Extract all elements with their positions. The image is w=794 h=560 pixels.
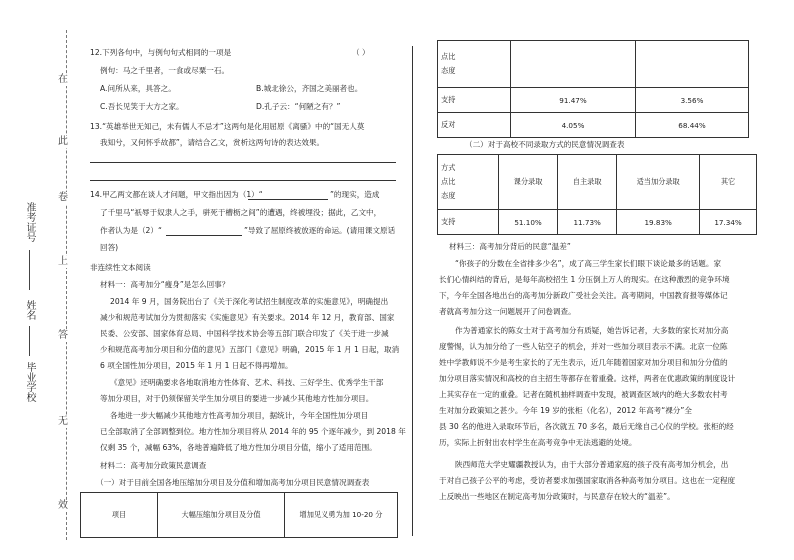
q13-line1: 13.“英雄举世无知己，未有儒人不忌才”这两句是化用屈原《离骚》中的“国无人莫 (90, 122, 365, 131)
q12-option-d: D.孔子云：“何陋之有？” (256, 102, 341, 111)
q12-option-c: C.吾长见笑于大方之家。 (100, 102, 184, 111)
material1-line: 2014 年 9 月，国务院出台了《关于深化考试招生制度改革的实施意见》，明确提出 (110, 297, 389, 306)
material3-line: 姓中学教师说不少是考生家长的了无生表示，近几年随着国家对加分项目和加分分值的 (439, 358, 728, 367)
answer-line[interactable] (90, 162, 396, 163)
seal-char: 上 (58, 256, 68, 267)
school-label: 毕业学校 (24, 362, 35, 402)
material3-line: 生对加分政策知之甚少。今年 19 岁的张柜（化名），2012 年高考“裸分”全 (439, 406, 692, 415)
material3-line: 于对自己孩子公平的考虑，受访者要求加强国家取消各种高考加分项目。这也在一定程度 (439, 476, 736, 485)
name-line (29, 326, 30, 356)
material1-line: 6 项全国性加分项目，2015 年 1 月 1 日起不得再增加。 (100, 361, 293, 370)
q14-blank-2[interactable] (166, 235, 242, 236)
material1-line: 减少和规范考试加分为贯彻落实《实施意见》有关要求。2014 年 12 月，教育部、国家 (100, 313, 395, 322)
q13-line2: 我知兮，又何怀乎故都”，请结合乙文，赏析这两句诗的表达效果。 (100, 138, 325, 147)
table2-cell: 51.10% (499, 210, 558, 235)
table1-header-cell: 大幅压缩加分项目及分值 (158, 493, 285, 538)
q12-stem: 12.下列各句中，与例句句式相同的一项是 (90, 48, 232, 57)
table1-cell (511, 41, 636, 88)
q12-answer-paren: （ ） (352, 48, 370, 57)
table2-caption: （二）对于高校不同录取方式的民意情况调查表 (465, 140, 625, 149)
table1-cell: 4.05% (511, 113, 636, 138)
q14-line4: 回答) (100, 243, 119, 252)
seal-char: 答 (58, 330, 68, 341)
q14-line3b: ”导致了屈原终被放逐的命运。(请用课文原话 (244, 226, 396, 235)
material1-line: 民委、公安部、国家体育总局、中国科学技术协会等五部门联合印发了《关于进一步减 (100, 329, 389, 338)
seal-char: 此 (58, 136, 68, 147)
q14-line1a: 14.甲乙两文都在谈人才问题，甲文指出因为（1）“ (90, 190, 263, 199)
table2-cell: 17.34% (700, 210, 757, 235)
table1-corner-cell: 点比 态度 (438, 41, 511, 88)
table1-cell: 91.47% (511, 88, 636, 113)
material3-line: 作为普通家长的陈女士对于高考加分有质疑，她告诉记者，大多数的家长对加分高 (455, 326, 729, 335)
exam-number-line (29, 250, 30, 290)
material3-line: 上其实存在一定的重叠。记者在随机抽样调查中发现，被调查区域内的绝大多数农村考 (439, 390, 728, 399)
material3-line: 下，今年全国各地出台的高考加分新政广受社会关注。高考期间，中国教育报等媒体记 (439, 291, 728, 300)
material3-line: 者就高考加分这一问题展开了问卷调查。 (439, 307, 576, 316)
seal-char: 在 (58, 74, 68, 85)
table1-row-label: 反对 (438, 113, 511, 138)
table1-continued (437, 40, 749, 138)
material1-line: 等加分项目，对于仍须保留关学生加分项目的要进一步减少其他地方性加分项目。 (100, 394, 374, 403)
seal-char: 无 (58, 416, 68, 427)
material3-line: 历，实际上折射出农村学生在高考竞争中无法逃避的处境。 (439, 438, 637, 447)
table1-cell: 3.56% (636, 88, 749, 113)
table1-caption: （一）对于目前全国各地压缩加分项目及分值和增加高考加分项目民意情况调查表 (96, 478, 370, 487)
table1-cell: 68.44% (636, 113, 749, 138)
table2-cell: 19.83% (617, 210, 700, 235)
table2-header-cell: 课分录取 (499, 155, 558, 210)
material2-title: 材料二：高考加分政策民意调查 (100, 461, 207, 470)
q12-option-a: A.问所从来，具答之。 (100, 84, 176, 93)
material3-title: 材料三：高考加分背后的民意“温差” (449, 242, 571, 251)
q14-line1b: ”的现实，造成 (330, 190, 380, 199)
q14-line3a: 作者认为是（2）“ (100, 226, 162, 235)
table2-header-cell: 自主录取 (558, 155, 617, 210)
table2-cell: 11.73% (558, 210, 617, 235)
material3-line: 陕西师范大学史耀疆教授认为，由于大部分普通家庭的孩子没有高考加分机会，出 (455, 460, 729, 469)
material1-line: 仅剩 35 个，减幅 63%，各地普遍降低了地方性加分项目分值，缩小了适用范围。 (100, 443, 377, 452)
table1-header-cell: 项目 (81, 493, 158, 538)
material3-line: 度警惕，认为加分给了一些人钻空子的机会，并对一些加分项目表示不满。北京一位陈 (439, 342, 728, 351)
seal-char: 效 (58, 500, 68, 511)
table2-corner-cell: 方式 点比 态度 (438, 155, 499, 210)
q14-blank-1[interactable] (248, 199, 328, 200)
material1-line: 已全部取消了全部调整到位。地方性加分项目将从 2014 年的 95 个逐年减少，到 2018 年 (100, 427, 406, 436)
table2-header-cell: 其它 (700, 155, 757, 210)
column-divider (412, 46, 413, 536)
material1-line: 少和规范高考加分项目和分值的意见》五部门《意见》明确，2015 年 1 月 1 日起，取消 (100, 345, 400, 354)
section-title: 非连续性文本阅读 (90, 263, 151, 272)
table2-header-cell: 适当加分录取 (617, 155, 700, 210)
table1-cell (636, 41, 749, 88)
material3-line: 上反映出一些地区在制定高考加分政策时，与民意存在较大的“温差”。 (439, 492, 675, 501)
q14-line2: 了千里马“祇辱于奴隶人之手，骈死于槽枥之间”的遭遇，终被埋没；据此，乙文中， (100, 208, 382, 217)
exam-number-label: 准考证号 (24, 202, 35, 242)
material1-line: 《意见》还明确要求各地取消地方性体育、艺术、科技、三好学生、优秀学生干部 (110, 378, 384, 387)
seal-char: 卷 (58, 192, 68, 203)
table1-row-label: 支持 (438, 88, 511, 113)
material1-line: 各地进一步大幅减少其他地方性高考加分项目，据统计，今年全国性加分项目 (110, 411, 369, 420)
table2 (437, 154, 757, 235)
material3-line: 长们心情纠结的背后，是每年高校招生 1 分压倒上万人的现实。在这种激烈的竞争环境 (439, 275, 730, 284)
seal-dashed-line (66, 30, 67, 540)
binding-margin (22, 0, 72, 560)
q12-example: 例句：马之千里者，一食或尽粟一石。 (100, 66, 230, 75)
material3-line: “你孩子的分数在全省排多少名”，成了高三学生家长们眼下谈论最多的话题。家 (455, 259, 722, 268)
table2-row-label: 支持 (438, 210, 499, 235)
answer-line[interactable] (90, 180, 396, 181)
material1-title: 材料一：高考加分“瘦身”是怎么回事？ (100, 280, 230, 289)
table1-header (80, 492, 398, 538)
name-label: 姓名 (24, 300, 35, 320)
material3-line: 县 30 名的他进入录取环节后，各次就五 70 多名，最后无缘自己心仪的学校。张柜的经 (439, 422, 734, 431)
material3-line: 加分项目落实情况和高校的自主招生等都存在着重叠。这样，两者在优惠政策的制度设计 (439, 374, 736, 383)
table1-header-cell: 增加见义勇为加 10-20 分 (285, 493, 398, 538)
q12-option-b: B.城北徐公，齐国之美丽者也。 (256, 84, 363, 93)
